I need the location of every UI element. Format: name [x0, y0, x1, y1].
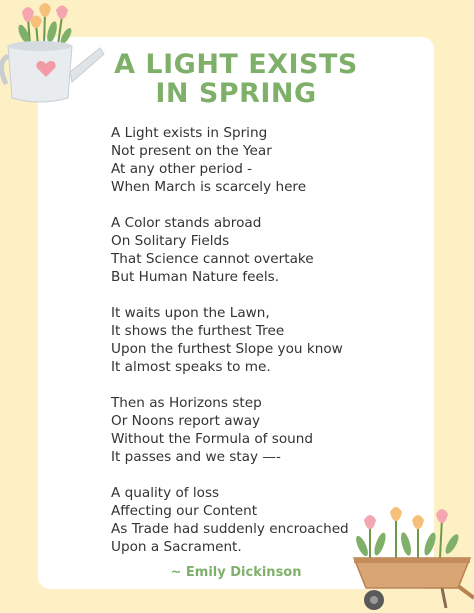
poem-line: A Light exists in Spring: [111, 125, 268, 141]
title-line-2: IN SPRING: [155, 78, 317, 109]
poem-line: When March is scarcely here: [111, 179, 307, 195]
poem-line: At any other period -: [111, 161, 253, 177]
poem-line: But Human Nature feels.: [111, 269, 280, 285]
poem-line: Not present on the Year: [111, 143, 272, 159]
poem-body: [111, 124, 349, 574]
stanza: [111, 394, 349, 466]
wheelbarrow-icon: [350, 500, 474, 613]
poem-line: That Science cannot overtake: [111, 251, 314, 267]
poem-line: Without the Formula of sound: [111, 431, 314, 447]
stanza: [111, 124, 349, 196]
stanza: [111, 484, 349, 556]
author-credit: ~ Emily Dickinson: [170, 565, 302, 580]
title-line-1: A LIGHT EXISTS: [114, 49, 358, 80]
poem-line: A Color stands abroad: [111, 215, 262, 231]
poem-line: On Solitary Fields: [111, 233, 230, 249]
poem-line: A quality of loss: [111, 485, 220, 501]
poem-line: Upon the furthest Slope you know: [111, 341, 343, 357]
poem-title: [38, 50, 434, 108]
poem-line: Then as Horizons step: [111, 395, 262, 411]
poem-line: As Trade had suddenly encroached: [111, 521, 349, 537]
poem-line: Or Noons report away: [111, 413, 261, 429]
poem-line: It almost speaks to me.: [111, 359, 271, 375]
poem-line: Affecting our Content: [111, 503, 258, 519]
poem-line: It waits upon the Lawn,: [111, 305, 270, 321]
stanza: [111, 214, 349, 286]
stanza: [111, 304, 349, 376]
poem-line: It passes and we stay —-: [111, 449, 281, 465]
poem-line: It shows the furthest Tree: [111, 323, 285, 339]
poem-line: Upon a Sacrament.: [111, 539, 242, 555]
